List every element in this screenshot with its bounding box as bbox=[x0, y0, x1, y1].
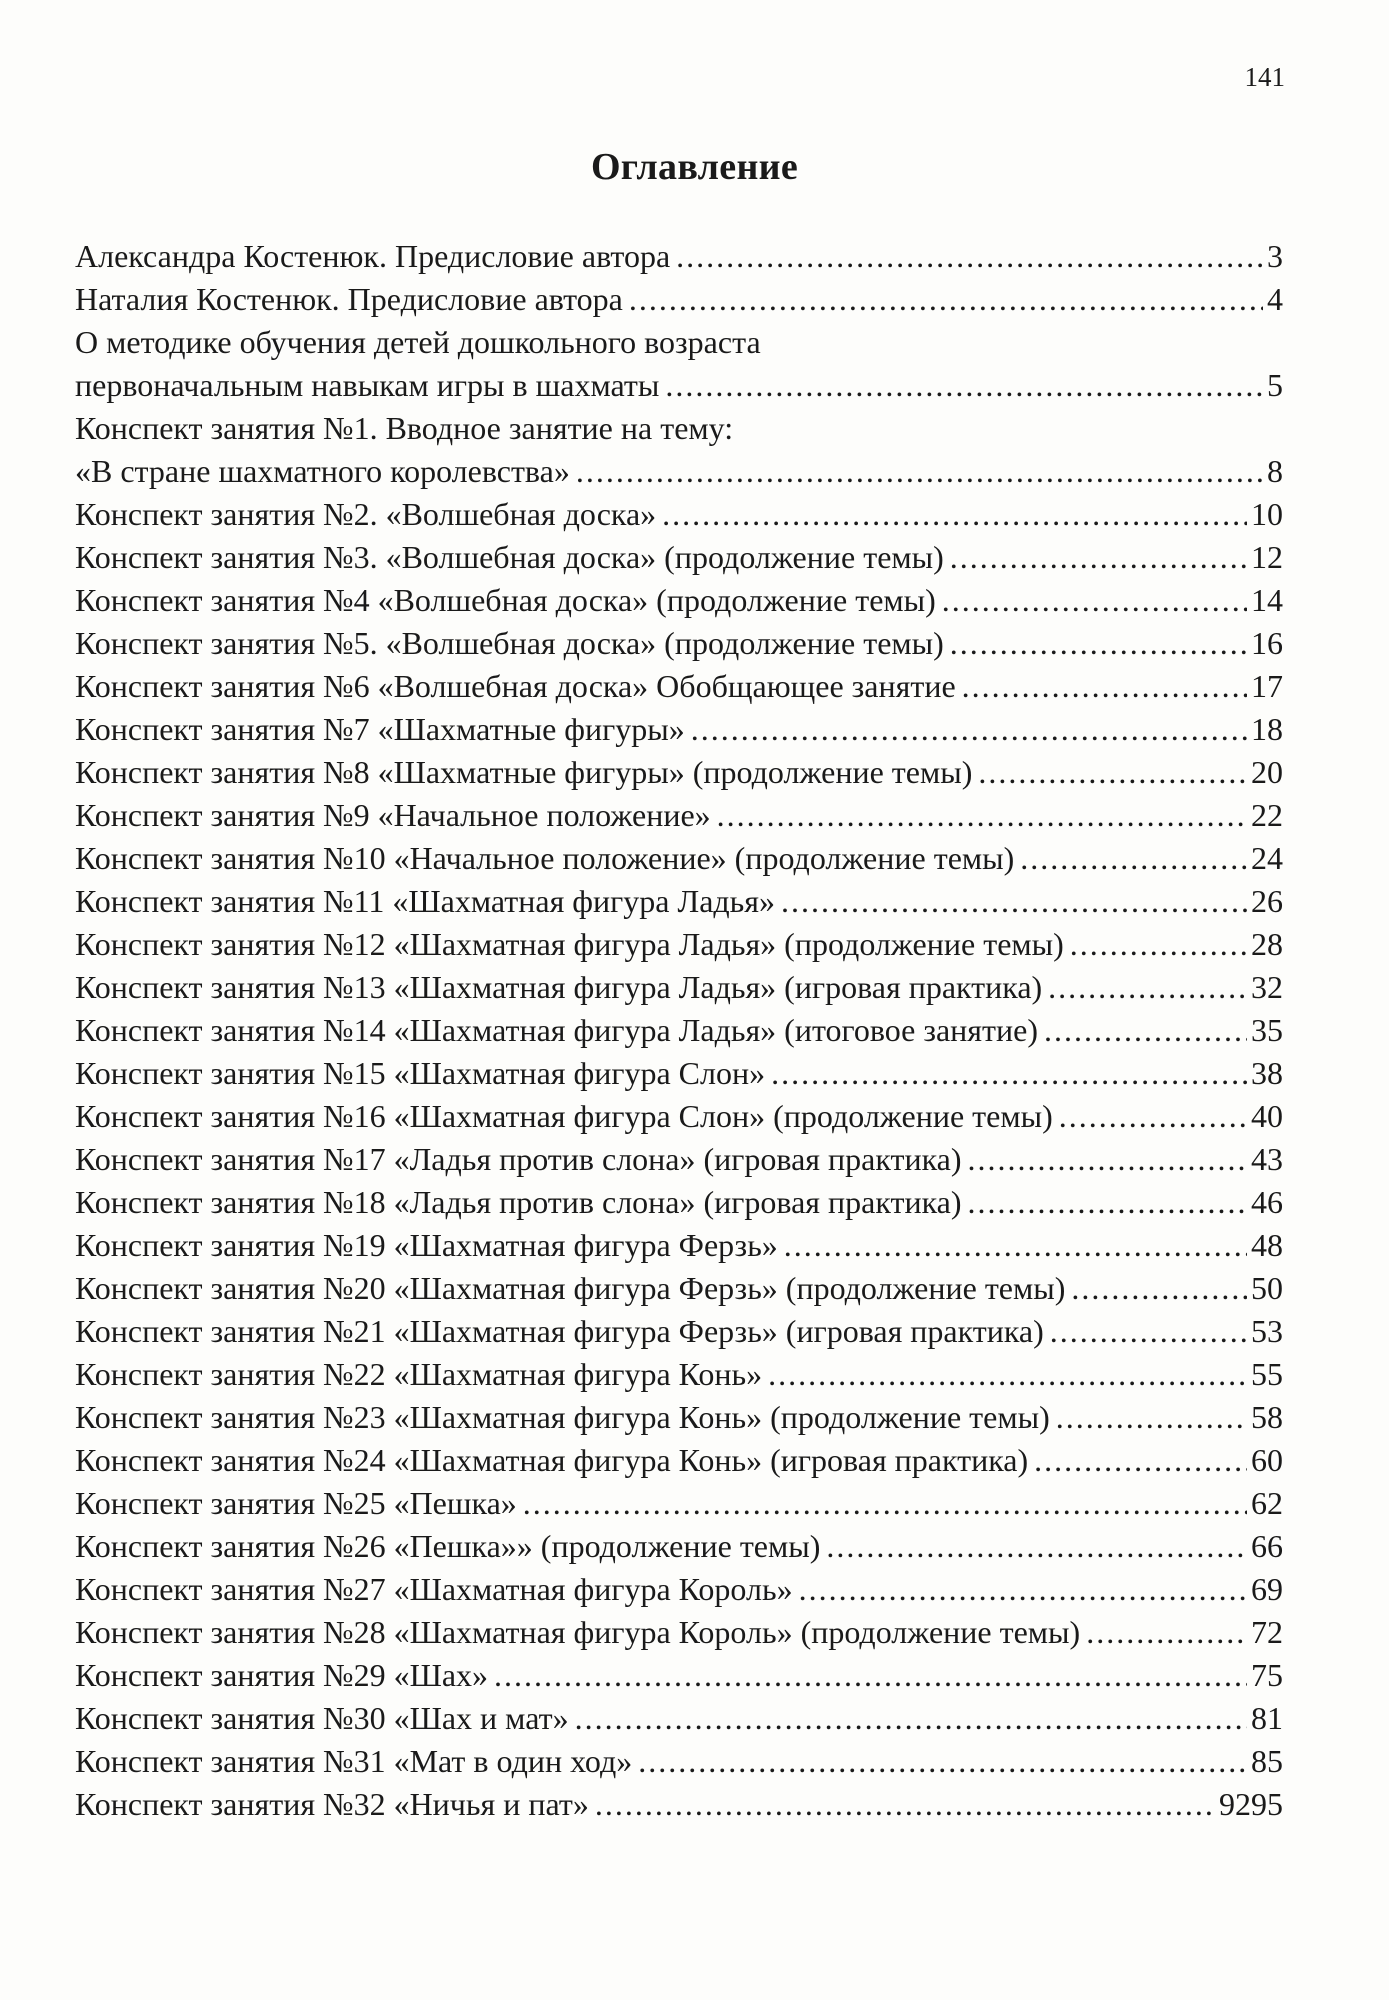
toc-entry bbox=[75, 1353, 1283, 1396]
toc-entry-line bbox=[75, 450, 1283, 493]
dot-leader bbox=[575, 1697, 1247, 1740]
toc-entry bbox=[75, 923, 1283, 966]
toc-entry bbox=[75, 880, 1283, 923]
dot-leader bbox=[1048, 966, 1247, 1009]
toc-entry-line bbox=[75, 1525, 1283, 1568]
toc-entry-line bbox=[75, 1439, 1283, 1482]
toc-entry-title: Конспект занятия №23 «Шахматная фигура Конь» (продолжение темы) bbox=[75, 1399, 1050, 1435]
toc-entry bbox=[75, 321, 1283, 407]
toc-entry bbox=[75, 278, 1283, 321]
toc-entry-line bbox=[75, 536, 1283, 579]
toc-entry-title: Конспект занятия №5. «Волшебная доска» (продолжение темы) bbox=[75, 625, 944, 661]
toc-entry-page: 50 bbox=[1251, 1270, 1283, 1306]
dot-leader bbox=[638, 1740, 1247, 1783]
toc-entry-line bbox=[75, 1095, 1283, 1138]
dot-leader bbox=[1044, 1009, 1247, 1052]
toc-entry-title: Конспект занятия №12 «Шахматная фигура Ладья» (продолжение темы) bbox=[75, 926, 1064, 962]
toc-entry-page: 10 bbox=[1251, 496, 1283, 532]
toc-entry-title: Конспект занятия №6 «Волшебная доска» Обобщающее занятие bbox=[75, 668, 956, 704]
toc-entry-title: Конспект занятия №24 «Шахматная фигура Конь» (игровая практика) bbox=[75, 1442, 1029, 1478]
toc-entry-line bbox=[75, 966, 1283, 1009]
toc-entry-title: Конспект занятия №16 «Шахматная фигура Слон» (продолжение темы) bbox=[75, 1098, 1053, 1134]
toc-entry bbox=[75, 1697, 1283, 1740]
toc-entry-title: Конспект занятия №14 «Шахматная фигура Ладья» (итоговое занятие) bbox=[75, 1012, 1038, 1048]
dot-leader bbox=[950, 622, 1247, 665]
toc-entry-page: 28 bbox=[1251, 926, 1283, 962]
dot-leader bbox=[799, 1568, 1247, 1611]
toc-entry-line bbox=[75, 579, 1283, 622]
page-number: 141 bbox=[1244, 62, 1285, 92]
toc-entry-line bbox=[75, 278, 1283, 321]
toc-entry-title: Конспект занятия №10 «Начальное положение» (продолжение темы) bbox=[75, 840, 1015, 876]
dot-leader bbox=[950, 536, 1247, 579]
toc-entry-page: 9295 bbox=[1219, 1786, 1283, 1822]
toc-entry-line bbox=[75, 1267, 1283, 1310]
toc-entry-title: Конспект занятия №29 «Шах» bbox=[75, 1657, 489, 1693]
toc-entry-page: 40 bbox=[1251, 1098, 1283, 1134]
toc-entry bbox=[75, 1052, 1283, 1095]
dot-leader bbox=[1034, 1439, 1247, 1482]
toc-entry-title: «В стране шахматного королевства» bbox=[75, 453, 570, 489]
toc-entry-title-first-line: О методике обучения детей дошкольного возраста bbox=[75, 324, 761, 360]
toc-entry-line bbox=[75, 1568, 1283, 1611]
toc-entry-title: первоначальным навыкам игры в шахматы bbox=[75, 367, 660, 403]
toc-entry-title: Конспект занятия №22 «Шахматная фигура Конь» bbox=[75, 1356, 763, 1392]
toc-entry-page: 8 bbox=[1267, 453, 1283, 489]
toc-entry bbox=[75, 1396, 1283, 1439]
toc-entry-title: Конспект занятия №11 «Шахматная фигура Ладья» bbox=[75, 883, 775, 919]
dot-leader bbox=[781, 880, 1247, 923]
toc-entry-page: 46 bbox=[1251, 1184, 1283, 1220]
toc-entry-title: Конспект занятия №31 «Мат в один ход» bbox=[75, 1743, 633, 1779]
toc-entry bbox=[75, 1310, 1283, 1353]
dot-leader bbox=[962, 665, 1247, 708]
toc-entry-title: Конспект занятия №19 «Шахматная фигура Ферзь» bbox=[75, 1227, 778, 1263]
toc-entry bbox=[75, 837, 1283, 880]
toc-entry-page: 35 bbox=[1251, 1012, 1283, 1048]
dot-leader bbox=[1086, 1611, 1247, 1654]
toc-entry-title: Конспект занятия №2. «Волшебная доска» bbox=[75, 496, 657, 532]
toc-entry-line bbox=[75, 794, 1283, 837]
toc-entry-line bbox=[75, 1396, 1283, 1439]
toc-entry-page: 62 bbox=[1251, 1485, 1283, 1521]
toc-entry-title: Конспект занятия №30 «Шах и мат» bbox=[75, 1700, 569, 1736]
toc-entry-line bbox=[75, 1009, 1283, 1052]
dot-leader bbox=[691, 708, 1247, 751]
toc-entry-title: Конспект занятия №21 «Шахматная фигура Ферзь» (игровая практика) bbox=[75, 1313, 1044, 1349]
dot-leader bbox=[967, 1138, 1247, 1181]
toc-entry bbox=[75, 665, 1283, 708]
dot-leader bbox=[523, 1482, 1247, 1525]
toc-entry-title: Конспект занятия №18 «Ладья против слона» (игровая практика) bbox=[75, 1184, 962, 1220]
toc-entry-line bbox=[75, 1181, 1283, 1224]
toc-entry bbox=[75, 1267, 1283, 1310]
toc-entry-title: Конспект занятия №8 «Шахматные фигуры» (продолжение темы) bbox=[75, 754, 973, 790]
toc-entry-line bbox=[75, 1482, 1283, 1525]
toc-entry-page: 66 bbox=[1251, 1528, 1283, 1564]
toc-entry-line bbox=[75, 923, 1283, 966]
toc-entry-line bbox=[75, 1310, 1283, 1353]
toc-entry-page: 4 bbox=[1267, 281, 1283, 317]
dot-leader bbox=[662, 493, 1247, 536]
toc-entry-line bbox=[75, 1611, 1283, 1654]
toc-entry bbox=[75, 1009, 1283, 1052]
toc-entry-line bbox=[75, 1224, 1283, 1267]
dot-leader bbox=[942, 579, 1247, 622]
toc-entry-page: 20 bbox=[1251, 754, 1283, 790]
dot-leader bbox=[771, 1052, 1247, 1095]
toc-entry-line bbox=[75, 665, 1283, 708]
toc-entry bbox=[75, 579, 1283, 622]
dot-leader bbox=[676, 235, 1263, 278]
dot-leader bbox=[1059, 1095, 1247, 1138]
dot-leader bbox=[1071, 1267, 1247, 1310]
toc-entry-line bbox=[75, 1697, 1283, 1740]
toc-entry bbox=[75, 1439, 1283, 1482]
toc-entry bbox=[75, 1138, 1283, 1181]
toc-entry-title-first-line: Конспект занятия №1. Вводное занятие на тему: bbox=[75, 410, 734, 446]
toc-entry-page: 17 bbox=[1251, 668, 1283, 704]
toc-entry-page: 16 bbox=[1251, 625, 1283, 661]
dot-leader bbox=[967, 1181, 1247, 1224]
toc-entry bbox=[75, 536, 1283, 579]
toc-entry-title: Александра Костенюк. Предисловие автора bbox=[75, 238, 671, 274]
dot-leader bbox=[717, 794, 1247, 837]
toc-entry-title: Конспект занятия №25 «Пешка» bbox=[75, 1485, 517, 1521]
dot-leader bbox=[826, 1525, 1247, 1568]
table-of-contents bbox=[75, 235, 1283, 1826]
toc-entry-page: 18 bbox=[1251, 711, 1283, 747]
toc-entry-line bbox=[75, 1052, 1283, 1095]
dot-leader bbox=[1050, 1310, 1247, 1353]
toc-entry-page: 55 bbox=[1251, 1356, 1283, 1392]
toc-entry-page: 5 bbox=[1267, 367, 1283, 403]
toc-entry-title: Конспект занятия №15 «Шахматная фигура Слон» bbox=[75, 1055, 766, 1091]
toc-entry bbox=[75, 751, 1283, 794]
toc-entry-title: Конспект занятия №13 «Шахматная фигура Ладья» (игровая практика) bbox=[75, 969, 1043, 1005]
toc-entry-page: 58 bbox=[1251, 1399, 1283, 1435]
toc-entry bbox=[75, 1224, 1283, 1267]
toc-entry-title: Конспект занятия №3. «Волшебная доска» (продолжение темы) bbox=[75, 539, 944, 575]
toc-entry bbox=[75, 794, 1283, 837]
toc-entry-line bbox=[75, 1654, 1283, 1697]
toc-entry-title: Конспект занятия №26 «Пешка»» (продолжение темы) bbox=[75, 1528, 821, 1564]
toc-entry-line bbox=[75, 1138, 1283, 1181]
toc-entry bbox=[75, 493, 1283, 536]
toc-entry bbox=[75, 1611, 1283, 1654]
toc-entry-line bbox=[75, 493, 1283, 536]
toc-entry-page: 3 bbox=[1267, 238, 1283, 274]
dot-leader bbox=[784, 1224, 1247, 1267]
toc-entry bbox=[75, 708, 1283, 751]
toc-entry-page: 22 bbox=[1251, 797, 1283, 833]
toc-entry-title: Наталия Костенюк. Предисловие автора bbox=[75, 281, 623, 317]
toc-entry-title: Конспект занятия №32 «Ничья и пат» bbox=[75, 1786, 589, 1822]
toc-entry-line bbox=[75, 1353, 1283, 1396]
toc-entry bbox=[75, 1740, 1283, 1783]
page-title: Оглавление bbox=[590, 146, 799, 188]
dot-leader bbox=[1056, 1396, 1247, 1439]
toc-entry bbox=[75, 1181, 1283, 1224]
toc-entry-line bbox=[75, 622, 1283, 665]
toc-entry bbox=[75, 1654, 1283, 1697]
toc-entry bbox=[75, 235, 1283, 278]
dot-leader bbox=[576, 450, 1263, 493]
dot-leader bbox=[978, 751, 1247, 794]
toc-entry-line bbox=[75, 837, 1283, 880]
toc-entry-line bbox=[75, 880, 1283, 923]
toc-entry-line bbox=[75, 235, 1283, 278]
toc-entry bbox=[75, 1482, 1283, 1525]
toc-entry-line bbox=[75, 708, 1283, 751]
toc-entry-page: 48 bbox=[1251, 1227, 1283, 1263]
toc-entry-title: Конспект занятия №17 «Ладья против слона» (игровая практика) bbox=[75, 1141, 962, 1177]
toc-entry-line bbox=[75, 1740, 1283, 1783]
toc-entry-page: 75 bbox=[1251, 1657, 1283, 1693]
toc-entry-page: 85 bbox=[1251, 1743, 1283, 1779]
toc-entry-page: 69 bbox=[1251, 1571, 1283, 1607]
toc-entry-title: Конспект занятия №20 «Шахматная фигура Ферзь» (продолжение темы) bbox=[75, 1270, 1066, 1306]
toc-entry bbox=[75, 407, 1283, 493]
toc-entry-page: 12 bbox=[1251, 539, 1283, 575]
toc-entry-line bbox=[75, 1783, 1283, 1826]
toc-entry bbox=[75, 1783, 1283, 1826]
toc-entry-page: 38 bbox=[1251, 1055, 1283, 1091]
toc-entry-title: Конспект занятия №27 «Шахматная фигура Король» bbox=[75, 1571, 793, 1607]
toc-entry-title: Конспект занятия №9 «Начальное положение» bbox=[75, 797, 711, 833]
toc-entry-line bbox=[75, 364, 1283, 407]
dot-leader bbox=[1020, 837, 1247, 880]
toc-entry-page: 26 bbox=[1251, 883, 1283, 919]
dot-leader bbox=[665, 364, 1263, 407]
toc-entry-page: 24 bbox=[1251, 840, 1283, 876]
dot-leader bbox=[494, 1654, 1247, 1697]
toc-entry bbox=[75, 1525, 1283, 1568]
toc-entry-page: 32 bbox=[1251, 969, 1283, 1005]
toc-entry-page: 81 bbox=[1251, 1700, 1283, 1736]
toc-entry bbox=[75, 966, 1283, 1009]
toc-entry bbox=[75, 1095, 1283, 1138]
toc-entry-page: 60 bbox=[1251, 1442, 1283, 1478]
dot-leader bbox=[595, 1783, 1215, 1826]
toc-entry-page: 43 bbox=[1251, 1141, 1283, 1177]
dot-leader bbox=[768, 1353, 1247, 1396]
toc-entry-title: Конспект занятия №4 «Волшебная доска» (продолжение темы) bbox=[75, 582, 936, 618]
toc-entry-line bbox=[75, 751, 1283, 794]
toc-entry-page: 53 bbox=[1251, 1313, 1283, 1349]
toc-entry bbox=[75, 622, 1283, 665]
dot-leader bbox=[1070, 923, 1247, 966]
toc-entry-page: 14 bbox=[1251, 582, 1283, 618]
toc-entry-page: 72 bbox=[1251, 1614, 1283, 1650]
toc-entry bbox=[75, 1568, 1283, 1611]
toc-entry-title: Конспект занятия №28 «Шахматная фигура Король» (продолжение темы) bbox=[75, 1614, 1081, 1650]
dot-leader bbox=[629, 278, 1263, 321]
toc-entry-title: Конспект занятия №7 «Шахматные фигуры» bbox=[75, 711, 685, 747]
